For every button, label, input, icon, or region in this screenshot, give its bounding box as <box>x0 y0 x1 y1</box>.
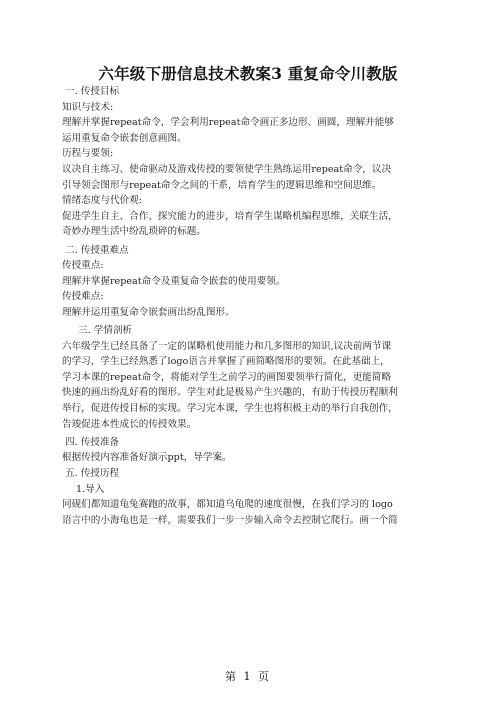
paragraph-line: 的学习，学生已经熟悉了logo语言并掌握了画简略图形的要领。在此基础上， <box>62 356 390 368</box>
paragraph-line: 理解并掌握repeat命令及重复命令嵌套的使用要领。 <box>62 275 286 287</box>
paragraph-line: 告竣促进本性成长的传授效果。 <box>62 418 197 430</box>
paragraph-line: 理解并掌握repeat命令，学会利用repeat命令画正多边形、画圆，理解并能够 <box>62 117 394 129</box>
paragraph-line: 议决自主练习、使命驱动及游戏传授的要领使学生熟练运用repeat命令，议决 <box>62 163 392 175</box>
page-number: 第 1 页 <box>225 670 271 683</box>
subheading: 历程与要领: <box>62 148 114 160</box>
paragraph-line: 理解并运用重复命令嵌套画出纷乱图形。 <box>62 306 235 318</box>
subheading: 情绪态度与代价观: <box>62 195 142 207</box>
document-body <box>62 84 442 528</box>
subheading: 知识与技术: <box>62 101 114 113</box>
paragraph-line: 根据传授内容准备好演示ppt，导学案。 <box>62 452 232 464</box>
subheading: 传授重点: <box>62 260 104 272</box>
paragraph-line: 快速的画出纷乱好看的图形。学生对此是极易产生兴趣的，有助于传授历程顺利 <box>62 387 398 399</box>
section-heading: 三. 学情剖析 <box>78 325 133 337</box>
section-heading: 五. 传授历程 <box>65 468 120 480</box>
paragraph-line: 运用重复命令嵌套创意画图。 <box>62 132 187 144</box>
paragraph-line: 同砚们都知道龟兔赛跑的故事，都知道乌龟爬的速度很慢，在我们学习的 logo <box>62 499 393 511</box>
paragraph-line: 举行，促进传授目标的实现。学习完本课，学生也将积极主动的举行自我创作， <box>62 403 398 415</box>
paragraph-line: 奇妙办理生活中纷乱琐碎的标题。 <box>62 226 206 238</box>
paragraph-line: 引导领会图形与repeat命令之间的干系，培育学生的逻辑思维和空间思维。 <box>62 179 382 191</box>
section-heading: 二. 传授重难点 <box>65 244 129 256</box>
document-title: 六年级下册信息技术教案3 重复命令川教版 <box>98 64 398 83</box>
paragraph-line: 六年级学生已经具备了一定的谋略机使用能力和几多图形的知识,议决前两节课 <box>62 340 392 352</box>
subheading: 传授难点: <box>62 291 104 303</box>
section-heading: 四. 传授准备 <box>65 436 120 448</box>
section-heading: 一. 传授目标 <box>65 86 120 97</box>
paragraph-line: 促进学生自主、合作、探究能力的进步，培育学生谋略机编程思维，关联生活， <box>62 210 398 222</box>
subsection-heading: 1.导入 <box>76 483 105 495</box>
paragraph-line: 学习本课的repeat命令，将能对学生之前学习的画图要领举行简化，更能简略 <box>62 371 392 383</box>
paragraph-line: 语言中的小海龟也是一样，需要我们一步一步输入命令去控制它爬行。画一个简 <box>62 514 398 526</box>
